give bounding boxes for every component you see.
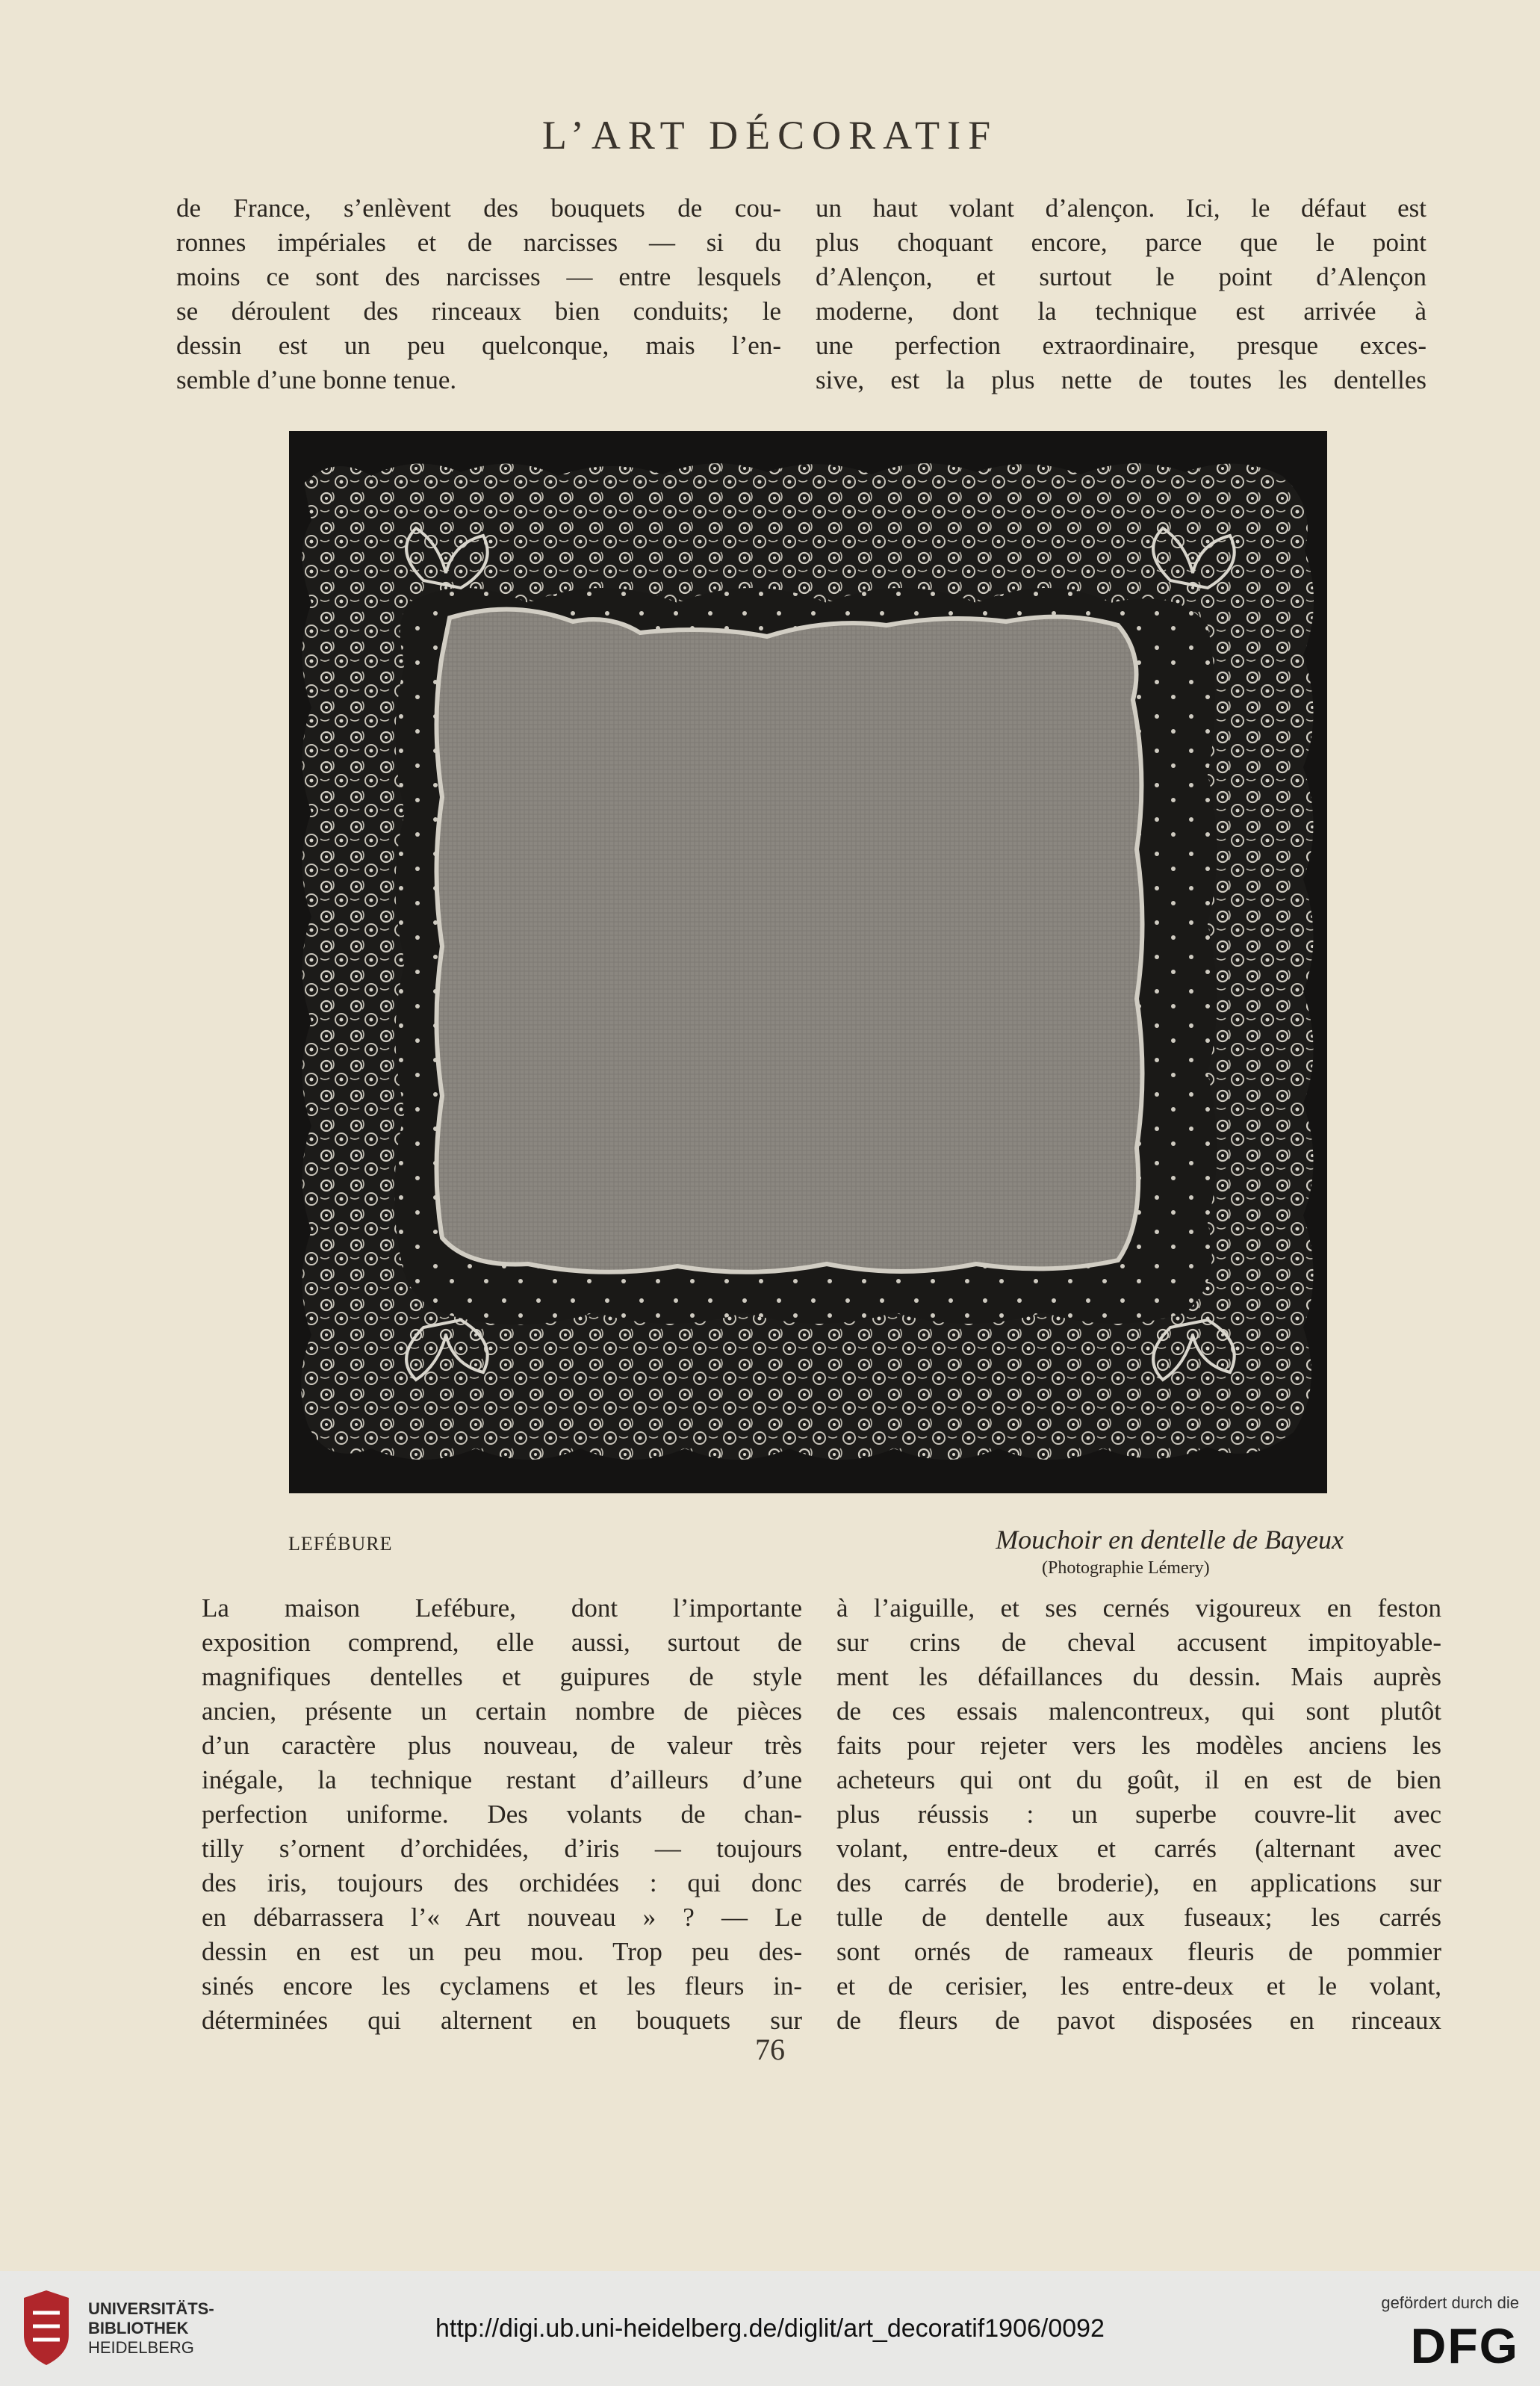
figure-caption-left: LEFÉBURE	[288, 1533, 393, 1555]
text-line-bottom-left: d’un caractère plus nouveau, de valeur très	[202, 1731, 802, 1760]
library-name-line2: BIBLIOTHEK	[88, 2319, 189, 2337]
linen-center	[437, 610, 1143, 1272]
text-line-top-left: se déroulent des rinceaux bien conduits; le	[176, 297, 781, 326]
text-column-bottom-right	[836, 1591, 1441, 2038]
text-line-top-left: ronnes impériales et de narcisses — si du	[176, 228, 781, 257]
text-line-bottom-right: sont ornés de rameaux fleuris de pommier	[836, 1937, 1441, 1966]
text-line-bottom-left: exposition comprend, elle aussi, surtout de	[202, 1628, 802, 1657]
text-line-bottom-right: de fleurs de pavot disposées en rinceaux	[836, 2006, 1441, 2035]
text-line-top-left: moins ce sont des narcisses — entre lesquels	[176, 262, 781, 291]
text-line-top-right: d’Alençon, et surtout le point d’Alençon	[816, 262, 1426, 291]
figure-photo-credit: (Photographie Lémery)	[1042, 1558, 1210, 1578]
text-column-top-right	[816, 191, 1426, 397]
page-number: 76	[755, 2033, 785, 2066]
text-line-top-left: de France, s’enlèvent des bouquets de cou-	[176, 193, 781, 223]
permalink-url[interactable]: http://digi.ub.uni-heidelberg.de/diglit/art_decoratif1906/0092	[435, 2314, 1105, 2343]
text-line-bottom-right: acheteurs qui ont du goût, il en est de bien	[836, 1765, 1441, 1794]
text-line-bottom-right: ment les défaillances du dessin. Mais auprès	[836, 1662, 1441, 1691]
text-line-bottom-left: magnifiques dentelles et guipures de style	[202, 1662, 802, 1691]
library-name-line3: HEIDELBERG	[88, 2338, 194, 2357]
text-line-bottom-left: déterminées qui alternent en bouquets sur	[202, 2006, 802, 2035]
text-line-bottom-left: sinés encore les cyclamens et les fleurs in-	[202, 1971, 802, 2001]
text-column-top-left	[176, 191, 781, 397]
text-line-bottom-right: des carrés de broderie), en applications sur	[836, 1868, 1441, 1897]
digitization-footer	[0, 2271, 1540, 2386]
text-line-bottom-left: tilly s’ornent d’orchidées, d’iris — toujours	[202, 1834, 802, 1863]
text-line-bottom-right: sur crins de cheval accusent impitoyable-	[836, 1628, 1441, 1657]
text-line-top-right: une perfection extraordinaire, presque exces-	[816, 331, 1426, 360]
text-line-bottom-right: tulle de dentelle aux fuseaux; les carrés	[836, 1903, 1441, 1932]
text-line-top-right: moderne, dont la technique est arrivée à	[816, 297, 1426, 326]
figure-caption-title: Mouchoir en dentelle de Bayeux	[996, 1525, 1344, 1555]
text-line-bottom-left: ancien, présente un certain nombre de pièces	[202, 1696, 802, 1726]
text-line-bottom-right: faits pour rejeter vers les modèles anciens les	[836, 1731, 1441, 1760]
dfg-logo-icon: DFG	[1410, 2318, 1519, 2373]
sponsor-label: gefördert durch die	[1381, 2293, 1519, 2312]
text-line-top-right: un haut volant d’alençon. Ici, le défaut est	[816, 193, 1426, 223]
text-line-top-left: semble d’une bonne tenue.	[176, 365, 457, 394]
text-line-bottom-right: à l’aiguille, et ses cernés vigoureux en feston	[836, 1593, 1441, 1623]
text-line-bottom-left: des iris, toujours des orchidées : qui donc	[202, 1868, 802, 1897]
lace-handkerchief-photograph	[289, 431, 1327, 1493]
library-name-line1: UNIVERSITÄTS-	[88, 2299, 214, 2318]
text-line-bottom-right: volant, entre-deux et carrés (alternant avec	[836, 1834, 1441, 1863]
text-line-top-left: dessin est un peu quelconque, mais l’en-	[176, 331, 781, 360]
text-line-bottom-left: perfection uniforme. Des volants de chan-	[202, 1800, 802, 1829]
text-line-top-right: plus choquant encore, parce que le point	[816, 228, 1426, 257]
text-column-bottom-left	[202, 1591, 802, 2038]
text-line-bottom-right: de ces essais malencontreux, qui sont plutôt	[836, 1696, 1441, 1726]
text-line-bottom-right: et de cerisier, les entre-deux et le volant,	[836, 1971, 1441, 2001]
text-line-top-right: sive, est la plus nette de toutes les dentelles	[816, 365, 1426, 394]
text-line-bottom-left: inégale, la technique restant d’ailleurs d’une	[202, 1765, 802, 1794]
text-line-bottom-left: dessin en est un peu mou. Trop peu des-	[202, 1937, 802, 1966]
text-line-bottom-left: La maison Lefébure, dont l’importante	[202, 1593, 802, 1623]
text-line-bottom-left: en débarrassera l’« Art nouveau » ? — Le	[202, 1903, 802, 1932]
running-header: L’ART DÉCORATIF	[541, 113, 999, 158]
text-line-bottom-right: plus réussis : un superbe couvre-lit avec	[836, 1800, 1441, 1829]
